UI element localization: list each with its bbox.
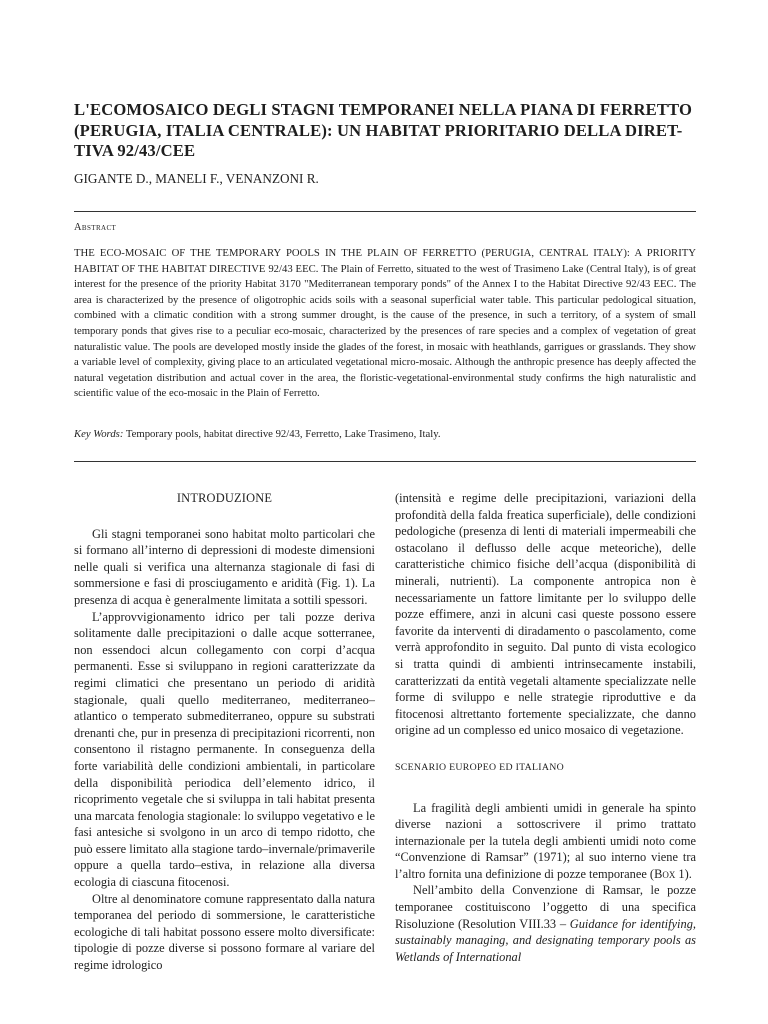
italic-title: Guidance for identifying, sustainably managing, and designating temporary pools as Wetlands of International <box>395 916 696 964</box>
keywords-text: Temporary pools, habitat directive 92/43, Ferretto, Lake Trasimeno, Italy. <box>125 428 441 440</box>
abstract-top-rule <box>74 211 696 212</box>
abstract-text: THE ECO-MOSAIC OF THE TEMPORARY POOLS IN THE PLAIN OF FERRETTO (PERUGIA, CENTRAL ITALY): A PRIORITY HABITAT OF THE HABITAT DIRECTIVE 92/43 EEC. The Plain of Ferretto, situated to the west of Trasimeno Lake (Central Italy), is of great interest for the presence of the priority Habitat 3170 "Mediterranean temporary ponds" of the Annex I to the Habitat Directive 92/43 EEC. The area is characterized by the presence of oligotrophic acids soils with a seasonal superficial water table. This particular pedological situation, combined with a climatic condition with a strong summer drought, is the cause of the presence, in such a territory, of a system of small temporary ponds that gives rise to a peculiar eco-mosaic, characterized by the presences of rare species and a complex of vegetation of great naturalistic value. The pools are developed mostly inside the glades of the forest, in mosaic with heathlands, garrigues or grasslands. They show a variable level of complexity, giving place to an articulated vegetational micro-mosaic. Although the anthropic presence has deeply affected the natural vegetation distribution and actual cover in the area, the floristic-vegetational-environmental study confirms the high naturalistic and scientific value of the eco-mosaic in the Plain of Ferretto. <box>74 247 696 400</box>
paper-authors: GIGANTE D., MANELI F., VENANZONI R. <box>74 171 319 186</box>
paragraph-text: La fragilità degli ambienti umidi in generale ha spinto diverse nazioni a sottoscrivere il primo trattato internazionale per la tutela degli ambienti umidi noto come “Convenzione di Ramsar” (1971); al suo interno viene tra l’altro fornita una definizione di pozze temporanee ( <box>395 800 696 881</box>
paragraph <box>395 882 696 965</box>
scenario-heading: SCENARIO EUROPEO ED ITALIANO <box>395 761 564 773</box>
paper-title <box>74 100 696 162</box>
title-line-1: L'ECOMOSAICO DEGLI STAGNI TEMPORANEI NELLA PIANA DI FERRETTO <box>74 100 693 119</box>
paragraph: Gli stagni temporanei sono habitat molto particolari che si formano all’interno di depressioni di modeste dimensioni nelle quali si verifica una alternanza stagionale di fasi di sommersione e fasi di prosciugamento e aridità (Fig. 1). La presenza di acqua è generalmente limitata a sottili spessori. <box>74 526 375 607</box>
left-column <box>74 490 375 974</box>
paragraph: Oltre al denominatore comune rappresentato dalla natura temporanea del periodo di sommersione, le caratteristiche ecologiche di tali habitat possono essere molto diversificate: tipologie di pozze diverse si possono formare al variare del regime idrologico <box>74 891 375 973</box>
right-column <box>395 490 696 965</box>
abstract-heading: Abstract <box>74 222 117 233</box>
title-line-2: (PERUGIA, ITALIA CENTRALE): UN HABITAT PRIORITARIO DELLA DIRET- <box>74 120 683 140</box>
paragraph <box>395 800 696 883</box>
keywords-label: Key Words: <box>74 428 124 440</box>
title-line-3: TIVA 92/43/CEE <box>74 141 196 160</box>
abstract-bottom-rule <box>74 461 696 462</box>
keywords <box>74 427 696 443</box>
paragraph-text: Nell’ambito della Convenzione di Ramsar, le pozze temporanee costituiscono l’oggetto di una specifica Risoluzione (Resolution VIII.33 – <box>395 883 696 931</box>
paragraph: (intensità e regime delle precipitazioni, variazioni della profondità della falda freatica superficiale), delle condizioni pedologiche (presenza di lenti di materiali impermeabili che ostacolano il deflusso delle acque meteoriche), delle caratteristiche chimico fisiche dell’acqua (disponibilità di minerali, nutrienti). La componente antropica non è necessariamente un fattore limitante per lo sviluppo delle pozze effimere, anzi in alcuni casi queste possono essere favorite da interventi di diradamento o pascolamento, come verrà approfondito in seguito. Dal punto di vista ecologico si tratta quindi di ambienti intrinsecamente instabili, caratterizzati da entità vegetali altamente specializzate nelle forme di sviluppo e nelle strategie riproduttive e da fitocenosi altrettanto fortemente specializzate, che danno origine ad un complesso ed unico mosaico di vegetazione. <box>395 491 696 738</box>
paragraph: L’approvvigionamento idrico per tali pozze deriva solitamente dalle precipitazioni o dalle acque sotterranee, non essendoci alcun collegamento con corpi d’acqua permanenti. Esse si sviluppano in regioni caratterizzate da regimi climatici che presentano un periodo di aridità stagionale, quali quello mediterraneo, mediterraneo–atlantico o temperato submediterraneo, oppure su substrati drenanti che, pur in presenza di precipitazioni ricorrenti, non consentono il ristagno permanente. In conseguenza della forte variabilità delle condizioni ambientali, in particolare della disponibilità periodica dell’elemento idrico, il ricoprimento vegetale che si sviluppa in tali habitat presenta una marcata fenologia stagionale: lo sviluppo vegetativo e le fasi antesiche si svolgono in un arco di tempo ridotto, che può essere limitato alla stagione tardo–invernale/primaverile oppure a quella tardo–estiva, in relazione alla diversa ecologia di ciascuna fitocenosi. <box>74 609 375 890</box>
intro-heading: INTRODUZIONE <box>176 491 273 505</box>
box-reference[interactable]: Box <box>654 866 676 881</box>
paragraph-text: 1). <box>675 866 692 881</box>
